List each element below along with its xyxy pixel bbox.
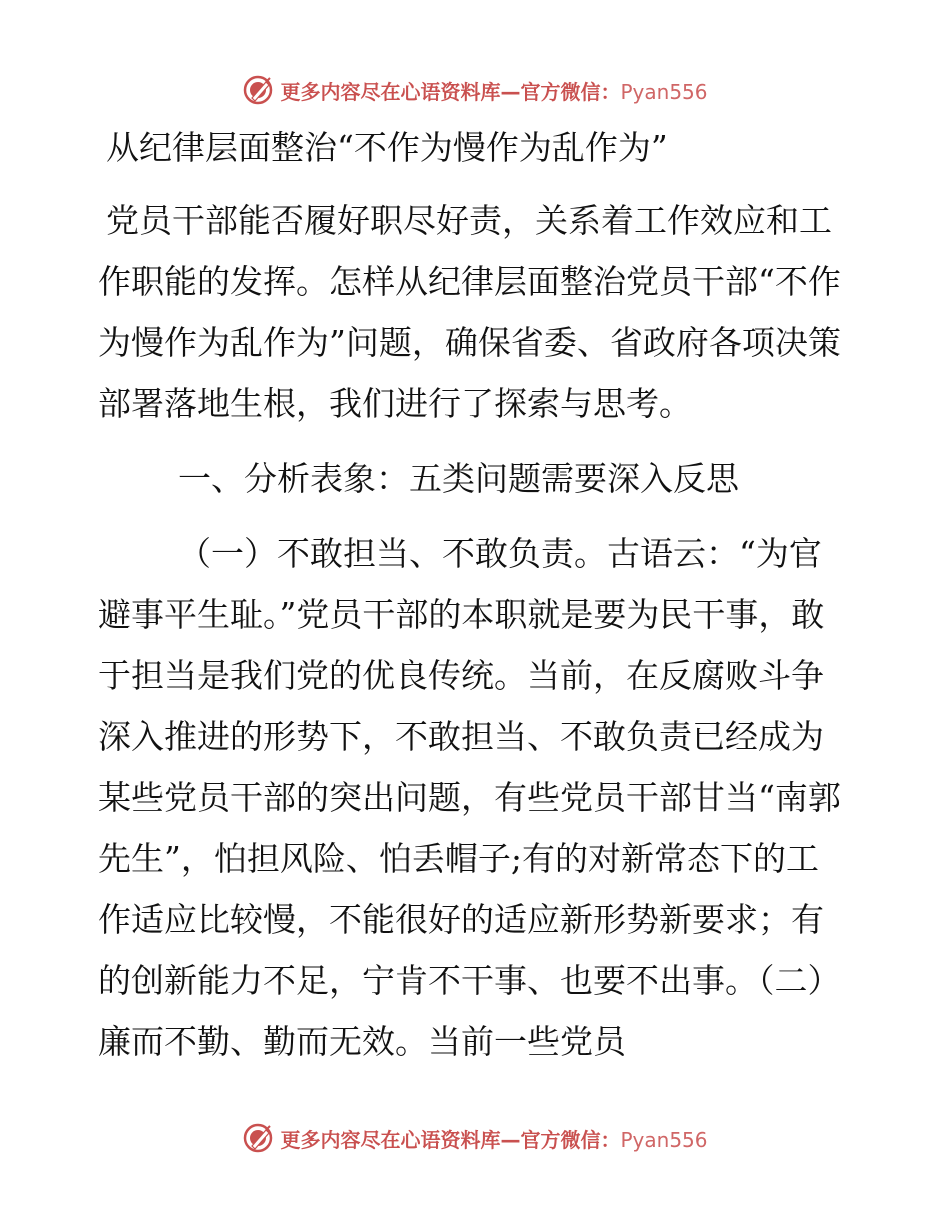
- pen-logo-icon: [242, 74, 274, 106]
- watermark-text: 更多内容尽在心语资料库—官方微信：Pyan556: [280, 79, 708, 104]
- intro-paragraph: 党员干部能否履好职尽好责，关系着工作效应和工作职能的发挥。怎样从纪律层面整治党员干部“不作为慢作为乱作为”问题，确保省委、省政府各项决策部署落地生根，我们进行了探索与思考。: [98, 201, 841, 423]
- watermark-text: 更多内容尽在心语资料库—官方微信：Pyan556: [280, 1127, 708, 1152]
- section-heading: 一、分析表象：五类问题需要深入反思: [178, 459, 739, 498]
- watermark-header: [0, 70, 950, 110]
- document-title: 从纪律层面整治“不作为慢作为乱作为”: [106, 128, 668, 167]
- section-paragraph: （一）不敢担当、不敢负责。古语云：“为官避事平生耻。”党员干部的本职就是要为民干事，敢于担当是我们党的优良传统。当前，在反腐败斗争深入推进的形势下，不敢担当、不敢负责已经成为某些党员干部的突出问题，有些党员干部甘当“南郭先生”，怕担风险、怕丢帽子;有的对新常态下的工作适应比较慢，不能很好的适应新形势新要求；有的创新能力不足，宁肯不干事、也要不出事。（二）廉而不勤、勤而无效。当前一些党员: [98, 534, 841, 1061]
- pen-logo-icon: [242, 1122, 274, 1154]
- document-body: [98, 118, 850, 1072]
- watermark-footer: [0, 1118, 950, 1158]
